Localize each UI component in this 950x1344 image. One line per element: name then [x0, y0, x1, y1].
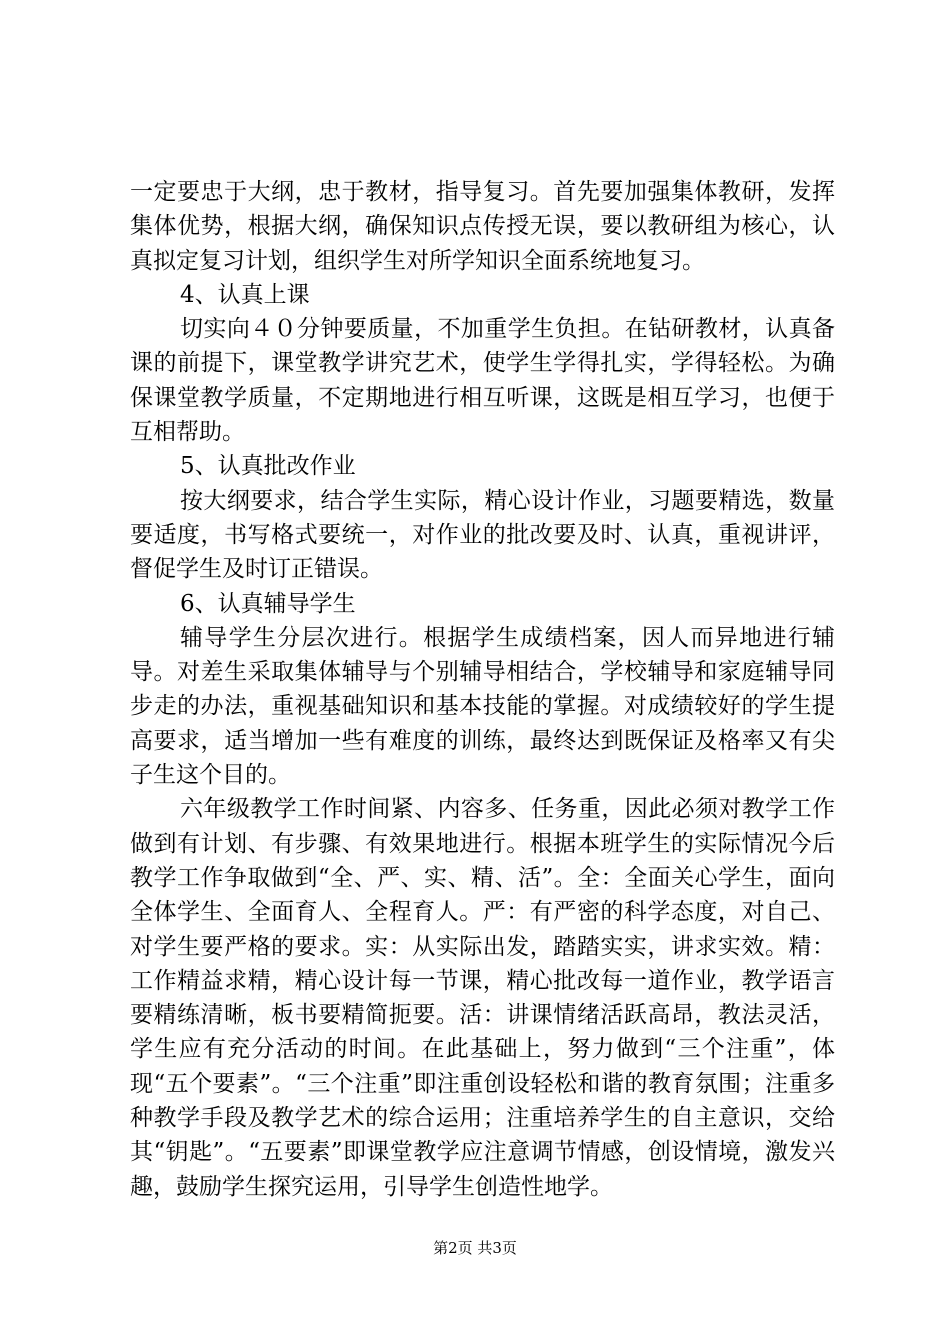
paragraph-grade-six-summary: 六年级教学工作时间紧、内容多、任务重，因此必须对教学工作做到有计划、有步骤、有效果地进行。根据本班学生的实际情况今后教学工作争取做到“全、严、实、精、活”。全：全面关心学生，面向全体学生、全面育人、全程育人。严：有严密的科学态度，对自己、对学生要严格的要求。实：从实际出发，踏踏实实，讲求实效。精：工作精益求精，精心设计每一节课，精心批改每一道作业，教学语言要精练清晰，板书要精简扼要。活：讲课情绪活跃高昂，教法灵活，学生应有充分活动的时间。在此基础上，努力做到“三个注重”，体现“五个要素”。“三个注重”即注重创设轻松和谐的教育氛围；注重多种教学手段及教学艺术的综合运用；注重培养学生的自主意识，交给其“钥匙”。“五要素”即课堂教学应注意调节情感，创设情境，激发兴趣，鼓励学生探究运用，引导学生创造性地学。	[130, 796, 835, 1200]
document-body	[130, 175, 835, 1204]
heading-tutor-students: 6、认真辅导学生	[180, 590, 356, 617]
page-number-footer: 第2页 共3页	[433, 1239, 517, 1257]
paragraph-attend-class: 切实向４０分钟要质量，不加重学生负担。在钻研教材，认真备课的前提下，课堂教学讲究艺术，使学生学得扎实，学得轻松。为确保课堂教学质量，不定期地进行相互听课，这既是相互学习，也便于互相帮助。	[130, 316, 835, 446]
heading-grade-homework: 5、认真批改作业	[180, 453, 356, 480]
paragraph-review-guidance: 一定要忠于大纲，忠于教材，指导复习。首先要加强集体教研，发挥集体优势，根据大纲，确保知识点传授无误，要以教研组为核心，认真拟定复习计划，组织学生对所学知识全面系统地复习。	[130, 179, 835, 274]
paragraph-grade-homework: 按大纲要求，结合学生实际，精心设计作业，习题要精选，数量要适度，书写格式要统一，对作业的批改要及时、认真，重视讲评，督促学生及时订正错误。	[130, 487, 835, 583]
heading-attend-class: 4、认真上课	[180, 281, 310, 308]
paragraph-tutor-students: 辅导学生分层次进行。根据学生成绩档案，因人而异地进行辅导。对差生采取集体辅导与个别辅导相结合，学校辅导和家庭辅导同步走的办法，重视基础知识和基本技能的掌握。对成绩较好的学生提高要求，适当增加一些有难度的训练，最终达到既保证及格率又有尖子生这个目的。	[130, 624, 835, 789]
